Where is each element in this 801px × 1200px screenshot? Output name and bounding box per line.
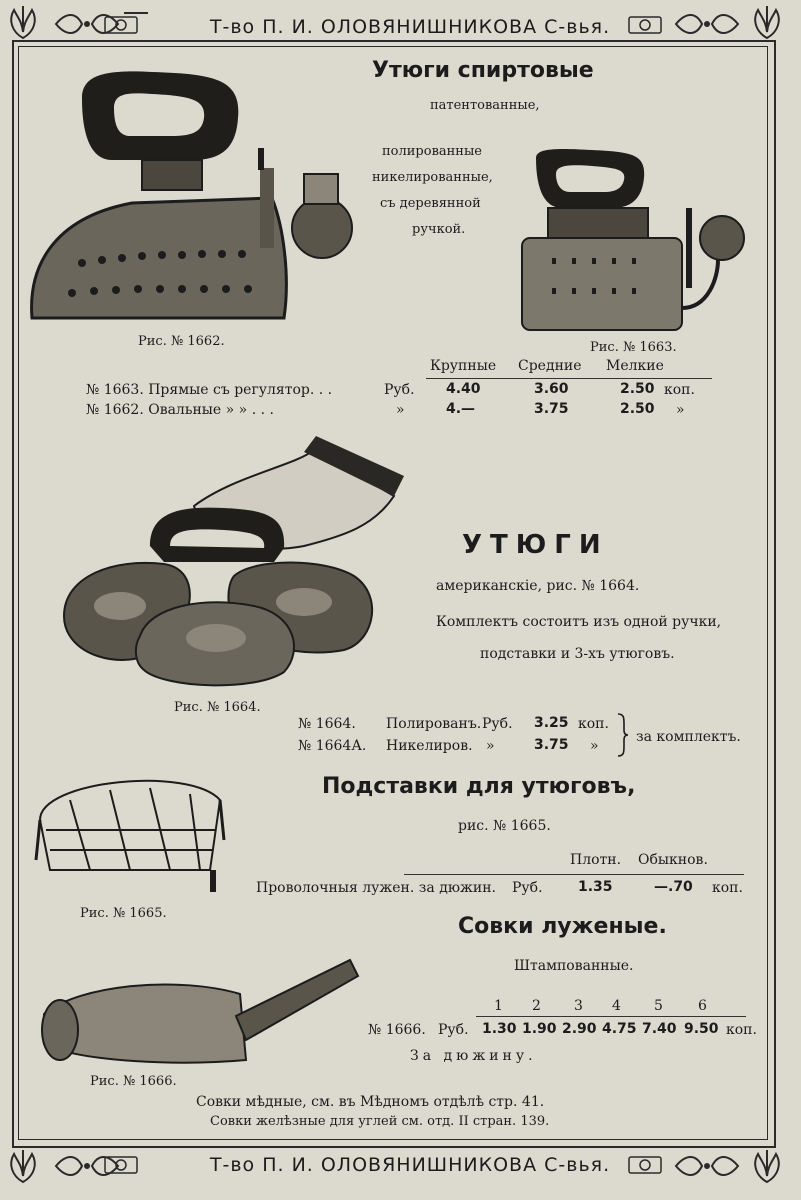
price-value: 1.90 xyxy=(522,1021,557,1037)
price-row-unit: Руб. xyxy=(482,716,513,732)
table-rule xyxy=(404,874,744,875)
price-value: 1.30 xyxy=(482,1021,517,1037)
page-header xyxy=(0,2,801,42)
straight-spirit-iron-illustration xyxy=(512,148,752,338)
price-value: 4.— xyxy=(446,401,476,417)
price-row-name: Полированъ. xyxy=(386,716,482,732)
figure-caption: Рис. № 1663. xyxy=(590,340,677,355)
col-header-medium: Средние xyxy=(518,358,582,374)
price-row-label: № 1662. Овальные » » . . . xyxy=(86,402,274,418)
col-header-large: Крупные xyxy=(430,358,497,374)
price-row-label: № 1666. xyxy=(368,1022,426,1038)
price-value: 1.35 xyxy=(578,879,613,895)
desc-line: никелированные, xyxy=(372,170,493,185)
price-row-name: Никелиров. xyxy=(386,738,473,754)
section-title-stands: Подставки для утюговъ, xyxy=(322,774,636,799)
section-title-american-irons: УТЮГИ xyxy=(462,530,609,560)
col-number: 1 xyxy=(494,998,503,1014)
table-rule xyxy=(426,378,712,379)
price-value: —.70 xyxy=(654,879,693,895)
col-header-small: Мелкие xyxy=(606,358,664,374)
price-row-unit: » xyxy=(396,402,405,418)
price-value: 3.75 xyxy=(534,401,569,417)
price-value: 4.75 xyxy=(602,1021,637,1037)
figure-caption: Рис. № 1662. xyxy=(138,334,225,349)
price-row-label: № 1663. Прямые съ регулятор. . . xyxy=(86,382,333,398)
price-row-label: № 1664. xyxy=(298,716,356,732)
price-value: 2.50 xyxy=(620,401,655,417)
col-number: 3 xyxy=(574,998,583,1014)
desc-line: ручкой. xyxy=(412,222,466,237)
col-number: 2 xyxy=(532,998,541,1014)
desc-line: подставки и 3-хъ утюговъ. xyxy=(480,646,675,662)
price-value: 7.40 xyxy=(642,1021,677,1037)
figure-caption: Рис. № 1664. xyxy=(174,700,261,715)
desc-line: патентованные, xyxy=(430,98,540,113)
desc-line: американскіе, рис. № 1664. xyxy=(436,578,640,594)
price-row-unit: Руб. xyxy=(384,382,415,398)
price-suffix: коп. xyxy=(712,880,743,896)
desc-line: Комплектъ состоитъ изъ одной ручки, xyxy=(436,614,722,630)
col-header-ordinary: Обыкнов. xyxy=(638,852,708,868)
scoop-illustration xyxy=(40,954,360,1072)
figure-caption: Рис. № 1665. xyxy=(80,906,167,921)
price-row-label: № 1664А. xyxy=(298,738,367,754)
brace-note: за комплектъ. xyxy=(636,729,741,745)
subtitle: Штампованные. xyxy=(514,958,634,974)
price-suffix: коп. xyxy=(578,716,609,732)
figure-caption: Рис. № 1666. xyxy=(90,1074,177,1089)
floral-ornament-icon xyxy=(746,1146,788,1186)
footnote: Совки мѣдные, см. въ Мѣдномъ отдѣлѣ стр. 41. xyxy=(196,1094,545,1110)
section-title-spirit-irons: Утюги спиртовые xyxy=(372,58,594,83)
price-row-unit: Руб. xyxy=(512,880,543,896)
price-value: 9.50 xyxy=(684,1021,719,1037)
leaf-ornament-icon xyxy=(672,12,742,36)
price-row-label: Проволочныя лужен. за дюжин. xyxy=(256,880,497,896)
leaf-ornament-icon xyxy=(672,1154,742,1178)
emblem-icon xyxy=(104,1156,138,1174)
header-banner: Т-во П. И. ОЛОВЯНИШНИКОВА С-вья. xyxy=(209,16,611,38)
price-value: 3.75 xyxy=(534,737,569,753)
footer-banner: Т-во П. И. ОЛОВЯНИШНИКОВА С-вья. xyxy=(209,1154,611,1176)
col-header-dense: Плотн. xyxy=(570,852,622,868)
price-value: 3.60 xyxy=(534,381,569,397)
emblem-icon xyxy=(104,16,138,34)
footnote: Совки желѣзные для углей см. отд. II стран. 139. xyxy=(210,1114,550,1129)
brace-icon xyxy=(616,712,630,758)
per-dozen-note: За дюжину. xyxy=(410,1048,537,1064)
floral-ornament-icon xyxy=(2,2,44,42)
price-suffix: коп. xyxy=(726,1022,757,1038)
price-value: 4.40 xyxy=(446,381,481,397)
emblem-icon xyxy=(628,16,662,34)
col-number: 5 xyxy=(654,998,663,1014)
col-number: 6 xyxy=(698,998,707,1014)
emblem-icon xyxy=(628,1156,662,1174)
subtitle: рис. № 1665. xyxy=(458,818,551,834)
price-row-unit: Руб. xyxy=(438,1022,469,1038)
price-suffix: коп. xyxy=(664,382,695,398)
wire-stand-illustration xyxy=(30,760,230,896)
price-suffix: » xyxy=(676,402,685,418)
desc-line: полированные xyxy=(382,144,483,159)
price-value: 3.25 xyxy=(534,715,569,731)
floral-ornament-icon xyxy=(746,2,788,42)
price-value: 2.90 xyxy=(562,1021,597,1037)
floral-ornament-icon xyxy=(2,1146,44,1186)
section-title-scoops: Совки луженые. xyxy=(458,914,667,939)
american-irons-illustration xyxy=(54,436,414,694)
price-row-unit: » xyxy=(486,738,495,754)
col-number: 4 xyxy=(612,998,621,1014)
desc-line: съ деревянной xyxy=(380,196,481,211)
page-footer xyxy=(0,1146,801,1186)
price-value: 2.50 xyxy=(620,381,655,397)
table-rule xyxy=(476,1016,746,1017)
price-suffix: » xyxy=(590,738,599,754)
oval-spirit-iron-illustration xyxy=(22,68,358,330)
